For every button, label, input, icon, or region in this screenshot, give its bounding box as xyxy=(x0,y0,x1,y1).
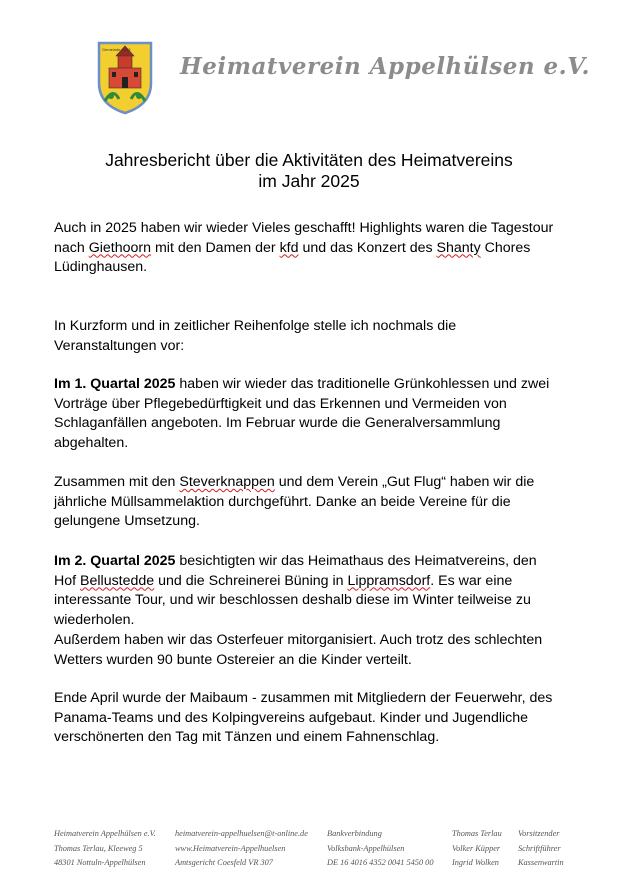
cleanup-text: Zusammen mit den xyxy=(54,474,180,490)
footer-board-role: Kassenwartin xyxy=(518,858,564,867)
footer-address-column xyxy=(54,827,156,871)
paragraph-overview xyxy=(54,317,584,356)
cleanup-steverknappen: Steverknappen xyxy=(179,474,275,490)
footer-board-name: Thomas Terlau xyxy=(452,829,502,838)
letterhead-footer xyxy=(0,827,618,875)
footer-register: Amtsgericht Coesfeld VR 307 xyxy=(175,858,273,867)
q2-text: . Es war eine xyxy=(430,572,513,589)
q2-text: besichtigten wir das Heimathaus des Heimatvereins, den xyxy=(175,553,537,569)
club-name-heading: Heimatverein Appelhülsen e.V. xyxy=(180,53,591,80)
footer-board-role: Vorsitzender xyxy=(518,829,560,838)
footer-board-name: Ingrid Wolken xyxy=(452,858,499,867)
q2-line-4: wiederholen. xyxy=(54,612,135,629)
q2-line-3: interessante Tour, und wir beschlossen deshalb diese im Winter teilweise zu xyxy=(54,592,531,609)
q1-line-1 xyxy=(54,375,584,395)
maibaum-line-1: Ende April wurde der Maibaum - zusammen mit Mitgliedern der Feuerwehr, des xyxy=(54,690,553,706)
q1-text: haben wir wieder das traditionelle Grünkohlessen und zwei xyxy=(175,376,550,392)
footer-website[interactable]: www.Heimatverein-Appelhuelsen xyxy=(175,843,286,853)
q2-line-6: Wetters wurden 90 bunte Ostereier an die Kinder verteilt. xyxy=(54,651,412,668)
intro-kfd: kfd xyxy=(279,239,299,256)
intro-line-3: Lüdinghausen. xyxy=(54,259,148,276)
q1-line-3: Schlaganfällen angeboten. Im Februar wurde die Generalversammlung xyxy=(54,415,501,432)
intro-shanty: Shanty xyxy=(436,239,481,256)
footer-board-roles-column xyxy=(518,827,564,871)
footer-bank-label: Bankverbindung xyxy=(327,829,382,838)
document-title xyxy=(54,150,564,192)
intro-text: mit den Damen der xyxy=(151,239,280,256)
crest-caption: Gemeinde 1883 xyxy=(102,47,131,52)
footer-board-role: Schriftführer xyxy=(518,843,561,853)
q2-line-1 xyxy=(54,552,584,572)
paragraph-maibaum xyxy=(54,689,584,748)
q1-heading: Im 1. Quartal 2025 xyxy=(54,376,176,392)
q2-line-5: Außerdem haben wir das Osterfeuer mitorganisiert. Auch trotz des schlechten xyxy=(54,631,543,648)
paragraph-intro xyxy=(54,219,584,278)
intro-line-2 xyxy=(54,239,584,259)
cleanup-text: und dem Verein „Gut Flug“ haben wir die xyxy=(274,474,535,490)
footer-contact-column xyxy=(175,827,308,871)
footer-iban: DE 16 4016 4352 0041 5450 00 xyxy=(327,858,434,867)
q1-line-4: abgehalten. xyxy=(54,435,129,452)
paragraph-q2 xyxy=(54,552,584,670)
overview-line-2: Veranstaltungen vor: xyxy=(54,337,185,354)
club-crest-logo xyxy=(97,41,153,115)
q2-lippramsdorf: Lippramsdorf xyxy=(347,572,431,589)
footer-board-names-column xyxy=(452,827,502,871)
title-line-2: im Jahr 2025 xyxy=(258,171,360,191)
q2-bellustedde: Bellustedde xyxy=(80,572,155,589)
q2-heading: Im 2. Quartal 2025 xyxy=(54,553,176,569)
footer-city: 48301 Nottuln-Appelhülsen xyxy=(54,858,146,867)
paragraph-q1 xyxy=(54,375,584,454)
footer-board-name: Volker Küpper xyxy=(452,843,501,853)
q1-line-2: Vorträge über Pflegebedürftigkeit und das Erkennen und Vermeiden von xyxy=(54,395,507,412)
q2-text: und die Schreinerei Büning in xyxy=(154,572,348,589)
footer-bank-name: Volksbank-Appelhülsen xyxy=(327,843,405,853)
intro-text: und das Konzert des xyxy=(298,239,437,256)
intro-text: Chores xyxy=(480,239,531,256)
footer-street: Thomas Terlau, Kleeweg 5 xyxy=(54,843,143,853)
footer-club: Heimatverein Appelhülsen e.V. xyxy=(54,829,156,838)
overview-line-1: In Kurzform und in zeitlicher Reihenfolge stelle ich nochmals die xyxy=(54,318,457,334)
cleanup-line-2: jährliche Müllsammelaktion durchgeführt. Danke an beide Vereine für die xyxy=(54,493,511,510)
intro-place-giethoorn: Giethoorn xyxy=(88,239,152,256)
intro-line-1: Auch in 2025 haben wir wieder Vieles geschafft! Highlights waren die Tagestour xyxy=(54,220,554,236)
footer-email[interactable]: heimatverein-appelhuelsen@t-online.de xyxy=(175,829,308,838)
cleanup-line-1 xyxy=(54,473,584,493)
footer-bank-column xyxy=(327,827,433,871)
maibaum-line-3: verschönerten den Tag mit Tänzen und einem Fahnenschlag. xyxy=(54,729,440,746)
q2-text: Hof xyxy=(54,572,81,589)
paragraph-cleanup xyxy=(54,473,584,532)
maibaum-line-2: Panama-Teams und des Kolpingvereins aufgebaut. Kinder und Jugendliche xyxy=(54,709,529,726)
q2-line-2 xyxy=(54,572,584,592)
cleanup-line-3: gelungene Umsetzung. xyxy=(54,513,200,530)
title-line-1: Jahresbericht über die Aktivitäten des Heimatvereins xyxy=(105,150,513,170)
intro-text: nach xyxy=(54,239,89,256)
